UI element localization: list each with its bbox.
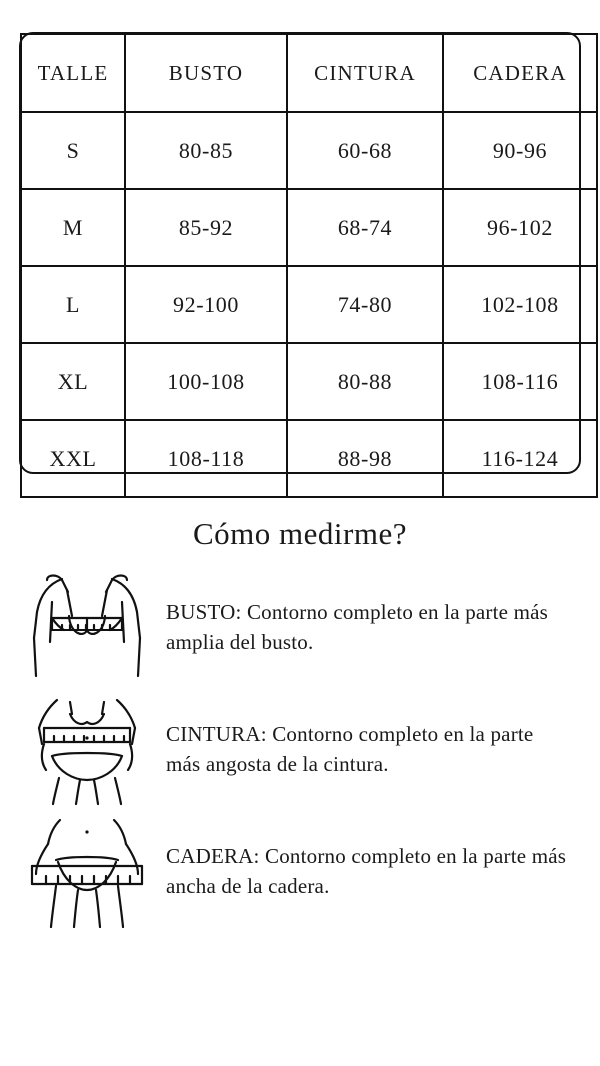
cell-cadera: 116-124 [443,420,597,497]
measure-description-busto: BUSTO: Contorno completo en la parte más amplia del busto. [166,600,549,654]
column-header-busto: BUSTO [125,34,287,112]
table-row [21,343,597,420]
cell-busto: 100-108 [125,343,287,420]
table-row [21,189,597,266]
cell-cadera: 102-108 [443,266,597,343]
cell-busto: 92-100 [125,266,287,343]
cell-cintura: 74-80 [287,266,443,343]
table-row [21,420,597,497]
size-table [20,33,598,498]
cell-cintura: 80-88 [287,343,443,420]
table-row [21,266,597,343]
cell-cadera: 108-116 [443,343,597,420]
table-header-row [21,34,597,112]
hip-measure-figure-icon [8,816,166,928]
column-header-cintura: CINTURA [287,34,443,112]
cell-talle: XXL [21,420,125,497]
list-item [8,694,592,806]
column-header-talle: TALLE [21,34,125,112]
measure-description-cadera: CADERA: Contorno completo en la parte más ancha de la cadera. [166,844,567,898]
cell-busto: 85-92 [125,189,287,266]
cell-cintura: 88-98 [287,420,443,497]
measure-description-cintura: CINTURA: Contorno completo en la parte más angosta de la cintura. [166,722,534,776]
cell-talle: M [21,189,125,266]
cell-busto: 80-85 [125,112,287,189]
waist-measure-figure-icon [8,694,166,806]
size-chart [20,33,580,473]
column-header-cadera: CADERA [443,34,597,112]
cell-talle: XL [21,343,125,420]
cell-busto: 108-118 [125,420,287,497]
page-title: Cómo medirme? [193,516,407,551]
cell-cadera: 90-96 [443,112,597,189]
cell-cadera: 96-102 [443,189,597,266]
table-row [21,112,597,189]
cell-cintura: 68-74 [287,189,443,266]
bust-measure-figure-icon [8,572,166,684]
cell-talle: S [21,112,125,189]
list-item [8,816,592,928]
cell-talle: L [21,266,125,343]
list-item [8,572,592,684]
cell-cintura: 60-68 [287,112,443,189]
